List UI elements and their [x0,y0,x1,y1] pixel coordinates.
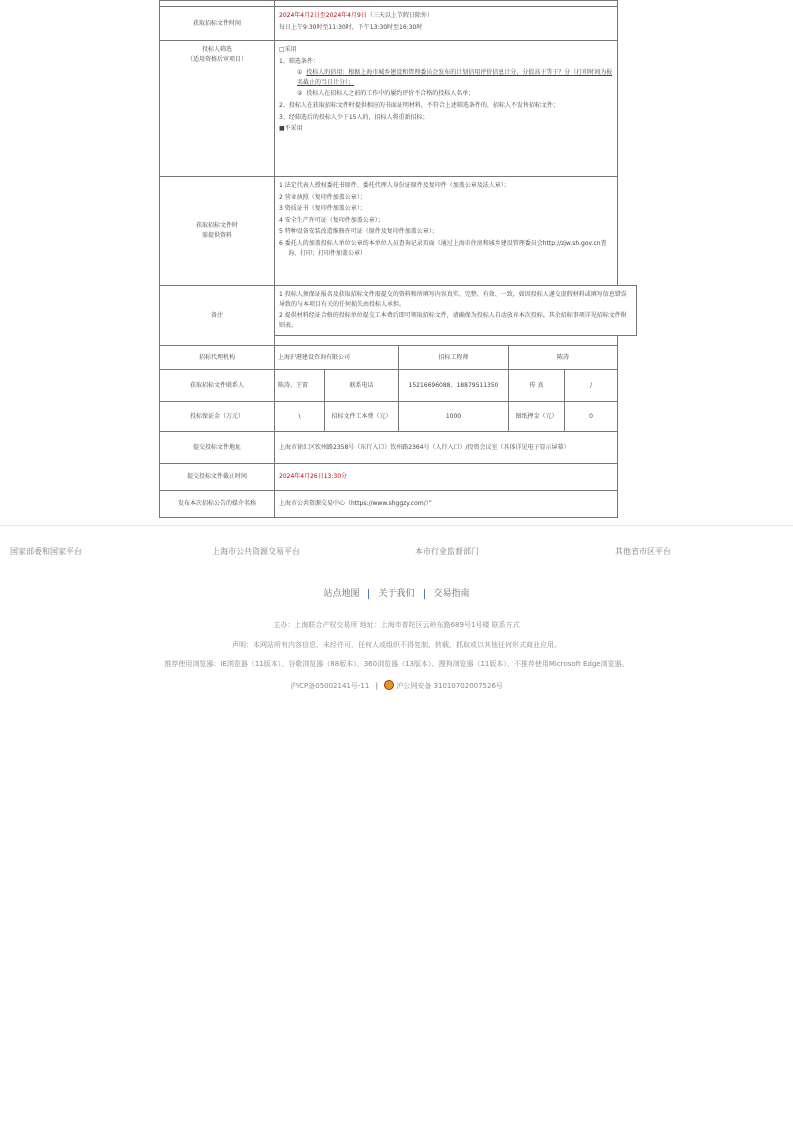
row-label: 投标人筛选 [201,46,232,53]
row-label: 招标代理机构 [160,346,275,369]
doc-fee-label: 招标文件工本费（元） [325,402,399,431]
footer-host: 主办：上海联合产权交易所 地址：上海市普陀区云岭东路689号1号楼 联系方式 [273,621,520,629]
cond1-number: ① [297,69,303,77]
cond2-number: ② [297,90,303,98]
table-row-deadline [159,464,618,491]
nav-separator [368,589,369,599]
material-item: 5 特种设备安装改造维修许可证（原件及复印件加盖公章）； [279,228,438,236]
footer-link-supervision[interactable]: 本市行业监督部门 [415,547,479,556]
material-item: 4 安全生产许可证（复印件加盖公章）； [279,216,384,224]
icp-link[interactable]: 沪ICP备05002141号-11 [290,682,370,690]
police-badge-icon [384,680,394,690]
cond2-text: 投标人在招标人之前的工作中的履约评价不合格的投标人名单； [306,90,475,98]
footer-nav-sitemap[interactable]: 站点地图 [323,589,360,599]
acquire-date-range: 2024年4月2日至2024年4月9日 [279,12,367,19]
tender-info-table [159,0,627,518]
prequal-item-3: 3、经筛选后的投标人少于15人的，招标人将重新招标； [279,113,429,121]
engineer-label: 招标工程师 [399,346,509,369]
remarks-box [274,285,637,336]
table-row-agency [159,346,618,370]
row-label-sub: 需提供资料 [201,232,232,239]
acquire-daily-hours: 每日上午9:30时至11:30时，下午13:30时至16:30时 [279,23,423,31]
footer-nav-guide[interactable]: 交易指南 [433,589,470,599]
phone-label: 联系电话 [325,370,399,401]
fax-label: 传 真 [509,370,565,401]
row-label: 发布本次招标公告的媒介名称 [160,491,275,517]
table-row-media [159,491,618,518]
cond1-text: 投标人的信用：根据上海市城乡建设和管理委员会发布的计划信用评价信息计分，分值高于等于？分（打印时间为报名截止的当日计分）； [297,69,613,86]
prequal-item-2: 2、投标人在获取招标文件时提供相应的书面证明材料，不符合上述筛选条件的，招标人不发售招标文件； [279,101,559,109]
acquire-date-note: （三天以上节假日除外） [366,12,433,19]
footer-nav-about[interactable]: 关于我们 [378,589,415,599]
material-item: 3 资质证书（复印件加盖公章）； [279,205,366,213]
table-row-acquire-time [159,7,618,41]
footer-registration: 沪ICP备05002141号-11 | 沪公网安备 31010702007526号 [290,682,503,690]
table-row-submit-address [159,432,618,464]
deposit-value: \ [275,402,325,431]
remarks-line: 1 投标人须保证报名及获取招标文件需提交的资料和所填写内容真实、完整、有效、一致，如因投标人递交虚假材料或填写信息错误导致的与本项目有关的任何损失由投标人承担。 [279,291,627,308]
option-adopt: □采用 [279,46,297,53]
row-label: 获取招标文件时 [195,222,238,230]
nav-separator [424,589,425,599]
table-row-materials [159,177,618,286]
police-record-link[interactable]: 沪公网安备 31010702007526号 [396,682,503,690]
option-not-adopt: ■不采用 [279,125,303,133]
footer-divider [0,525,793,526]
row-label: 获取招标文件联系人 [160,370,275,401]
phone-value: 15216696088、18879511350 [399,370,509,401]
row-label: 提交投标文件截止时间 [160,464,275,490]
footer-platform-links [0,546,793,558]
fax-value: / [589,381,593,389]
row-label: 投标保证金（万元） [160,402,275,431]
agency-name: 上海沪港建设咨询有限公司 [275,346,399,369]
material-item: 6 委托人的加盖投标人单位公章的本单位人员查询记录页面（通过上海市住房和城乡建设管理委员会http://zjw.sh.gov.cn查询、打印；打印件加盖公章） [279,239,607,257]
footer-link-national[interactable]: 国家部委和国家平台 [10,547,82,556]
drawing-deposit-label: 图纸押金（元） [509,402,565,431]
table-row-remarks [159,286,627,346]
engineer-value: 陈涛 [556,353,569,361]
row-label: 获取招标文件时间 [160,7,275,40]
material-item: 1 法定代表人授权委托书原件、委托代理人身份证原件及复印件（加盖公章及法人章）； [279,182,510,189]
doc-fee-value: 1000 [399,402,509,431]
remarks-line: 2 提供材料经证合格的投标单位提交工本费后即可领取招标文件，请确保为投标人自动放弃本次投标。其余招标事项详见招标文件附则表。 [279,312,627,329]
row-label: 提交投标文件地址 [160,432,275,463]
footer-link-other-provinces[interactable]: 其他省市区平台 [615,547,671,556]
submit-address: 上海市徐汇区钦州路2358号（东行入口）钦州路2364号（人行入口）/投资会议室（具体详见电子显示屏幕） [279,443,570,451]
media-name: 上海市公共资源交易中心（https://www.shggzy.com/）” [279,500,432,508]
row-label: 备注 [160,286,275,345]
footer-statement: 声明：本网站所有内容信息，未经许可，任何人或组织不得复制、转载、抓取或以其他任何形式商业应用。 [232,641,561,649]
row-label-sub: （适用资格后审项目） [186,55,247,63]
table-row-prequal [159,41,618,177]
drawing-deposit-value: 0 [589,412,593,420]
table-row [159,0,618,7]
footer-browsers: 推荐使用浏览器：IE浏览器（11版本）、谷歌浏览器（88版本）、360浏览器（13版本）、搜狗浏览器（11版本）、不推荐使用Microsoft Edge浏览器。 [164,660,629,668]
submit-deadline: 2024年4月26日13:30分 [279,473,348,481]
footer-nav [0,586,793,599]
table-row-fees [159,402,618,432]
footer-link-shanghai-platform[interactable]: 上海市公共资源交易平台 [212,547,300,556]
table-row-contact [159,370,618,402]
material-item: 2 营业执照（复印件加盖公章）； [279,193,366,201]
cond-title: 1、筛选条件： [279,57,319,65]
contact-name: 陈涛、王雷 [275,370,325,401]
